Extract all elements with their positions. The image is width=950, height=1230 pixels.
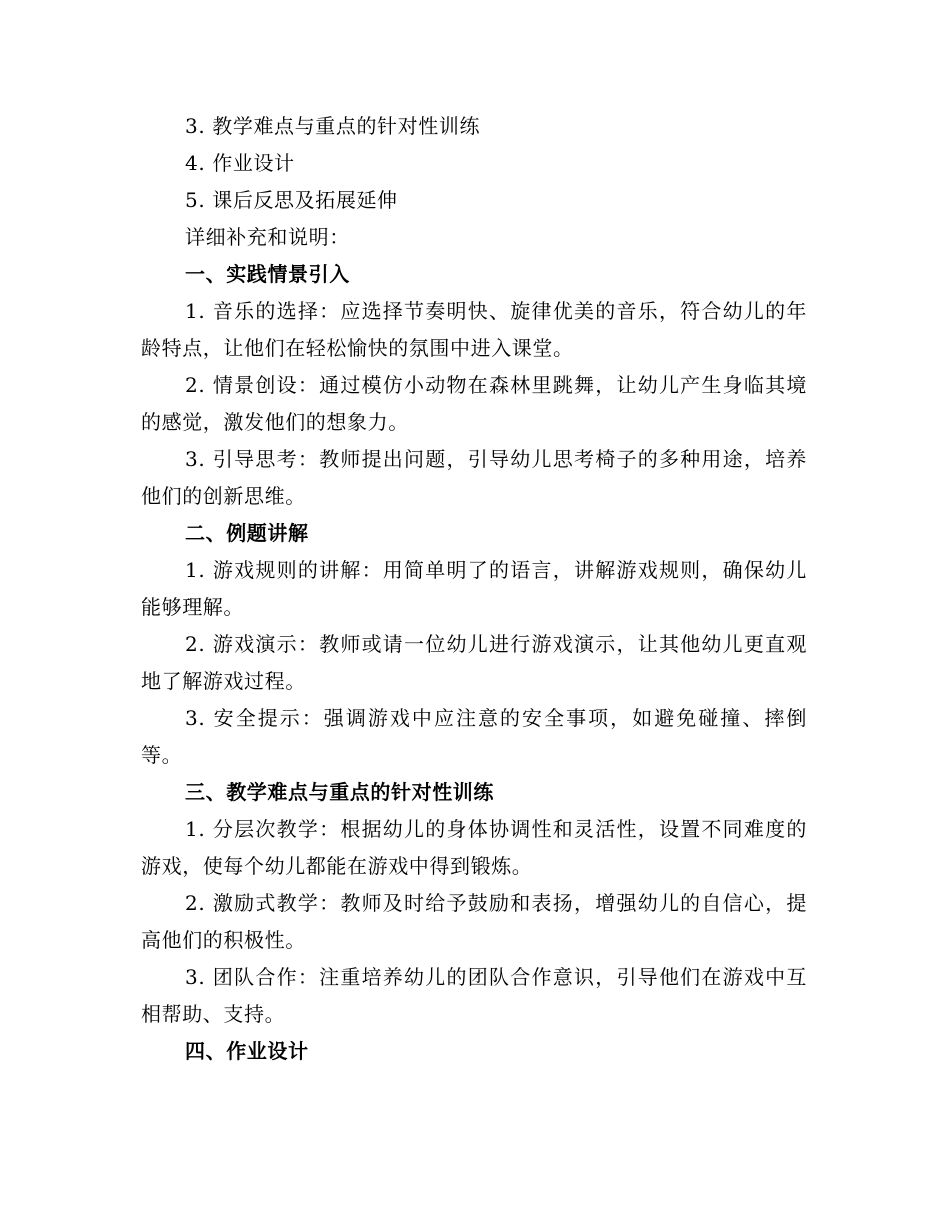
section-paragraph: 1. 音乐的选择：应选择节奏明快、旋律优美的音乐，符合幼儿的年龄特点，让他们在轻松愉快的氛围中进入课堂。 [141, 299, 807, 360]
section-paragraph: 2. 游戏演示：教师或请一位幼儿进行游戏演示，让其他幼儿更直观地了解游戏过程。 [141, 632, 807, 693]
section-paragraph: 2. 情景创设：通过模仿小动物在森林里跳舞，让幼儿产生身临其境的感觉，激发他们的想象力。 [141, 373, 807, 434]
intro-text: 详细补充和说明： [185, 225, 350, 249]
document-body [141, 108, 807, 1070]
section-paragraph: 2. 激励式教学：教师及时给予鼓励和表扬，增强幼儿的自信心，提高他们的积极性。 [141, 891, 807, 952]
section-paragraph: 1. 游戏规则的讲解：用简单明了的语言，讲解游戏规则，确保幼儿能够理解。 [141, 558, 807, 619]
section-heading: 四、作业设计 [185, 1039, 309, 1063]
section-heading: 二、例题讲解 [185, 521, 309, 545]
section-paragraph: 1. 分层次教学：根据幼儿的身体协调性和灵活性，设置不同难度的游戏，使每个幼儿都能在游戏中得到锻炼。 [141, 817, 807, 878]
section-paragraph: 3. 团队合作：注重培养幼儿的团队合作意识，引导他们在游戏中互相帮助、支持。 [141, 965, 807, 1026]
section-heading: 一、实践情景引入 [185, 262, 350, 286]
section-heading: 三、教学难点与重点的针对性训练 [185, 780, 494, 804]
list-item: 4. 作业设计 [185, 151, 295, 175]
section-paragraph: 3. 安全提示：强调游戏中应注意的安全事项，如避免碰撞、摔倒等。 [141, 706, 807, 767]
list-item: 5. 课后反思及拓展延伸 [185, 188, 398, 212]
section-paragraph: 3. 引导思考：教师提出问题，引导幼儿思考椅子的多种用途，培养他们的创新思维。 [141, 447, 807, 508]
list-item: 3. 教学难点与重点的针对性训练 [185, 114, 481, 138]
